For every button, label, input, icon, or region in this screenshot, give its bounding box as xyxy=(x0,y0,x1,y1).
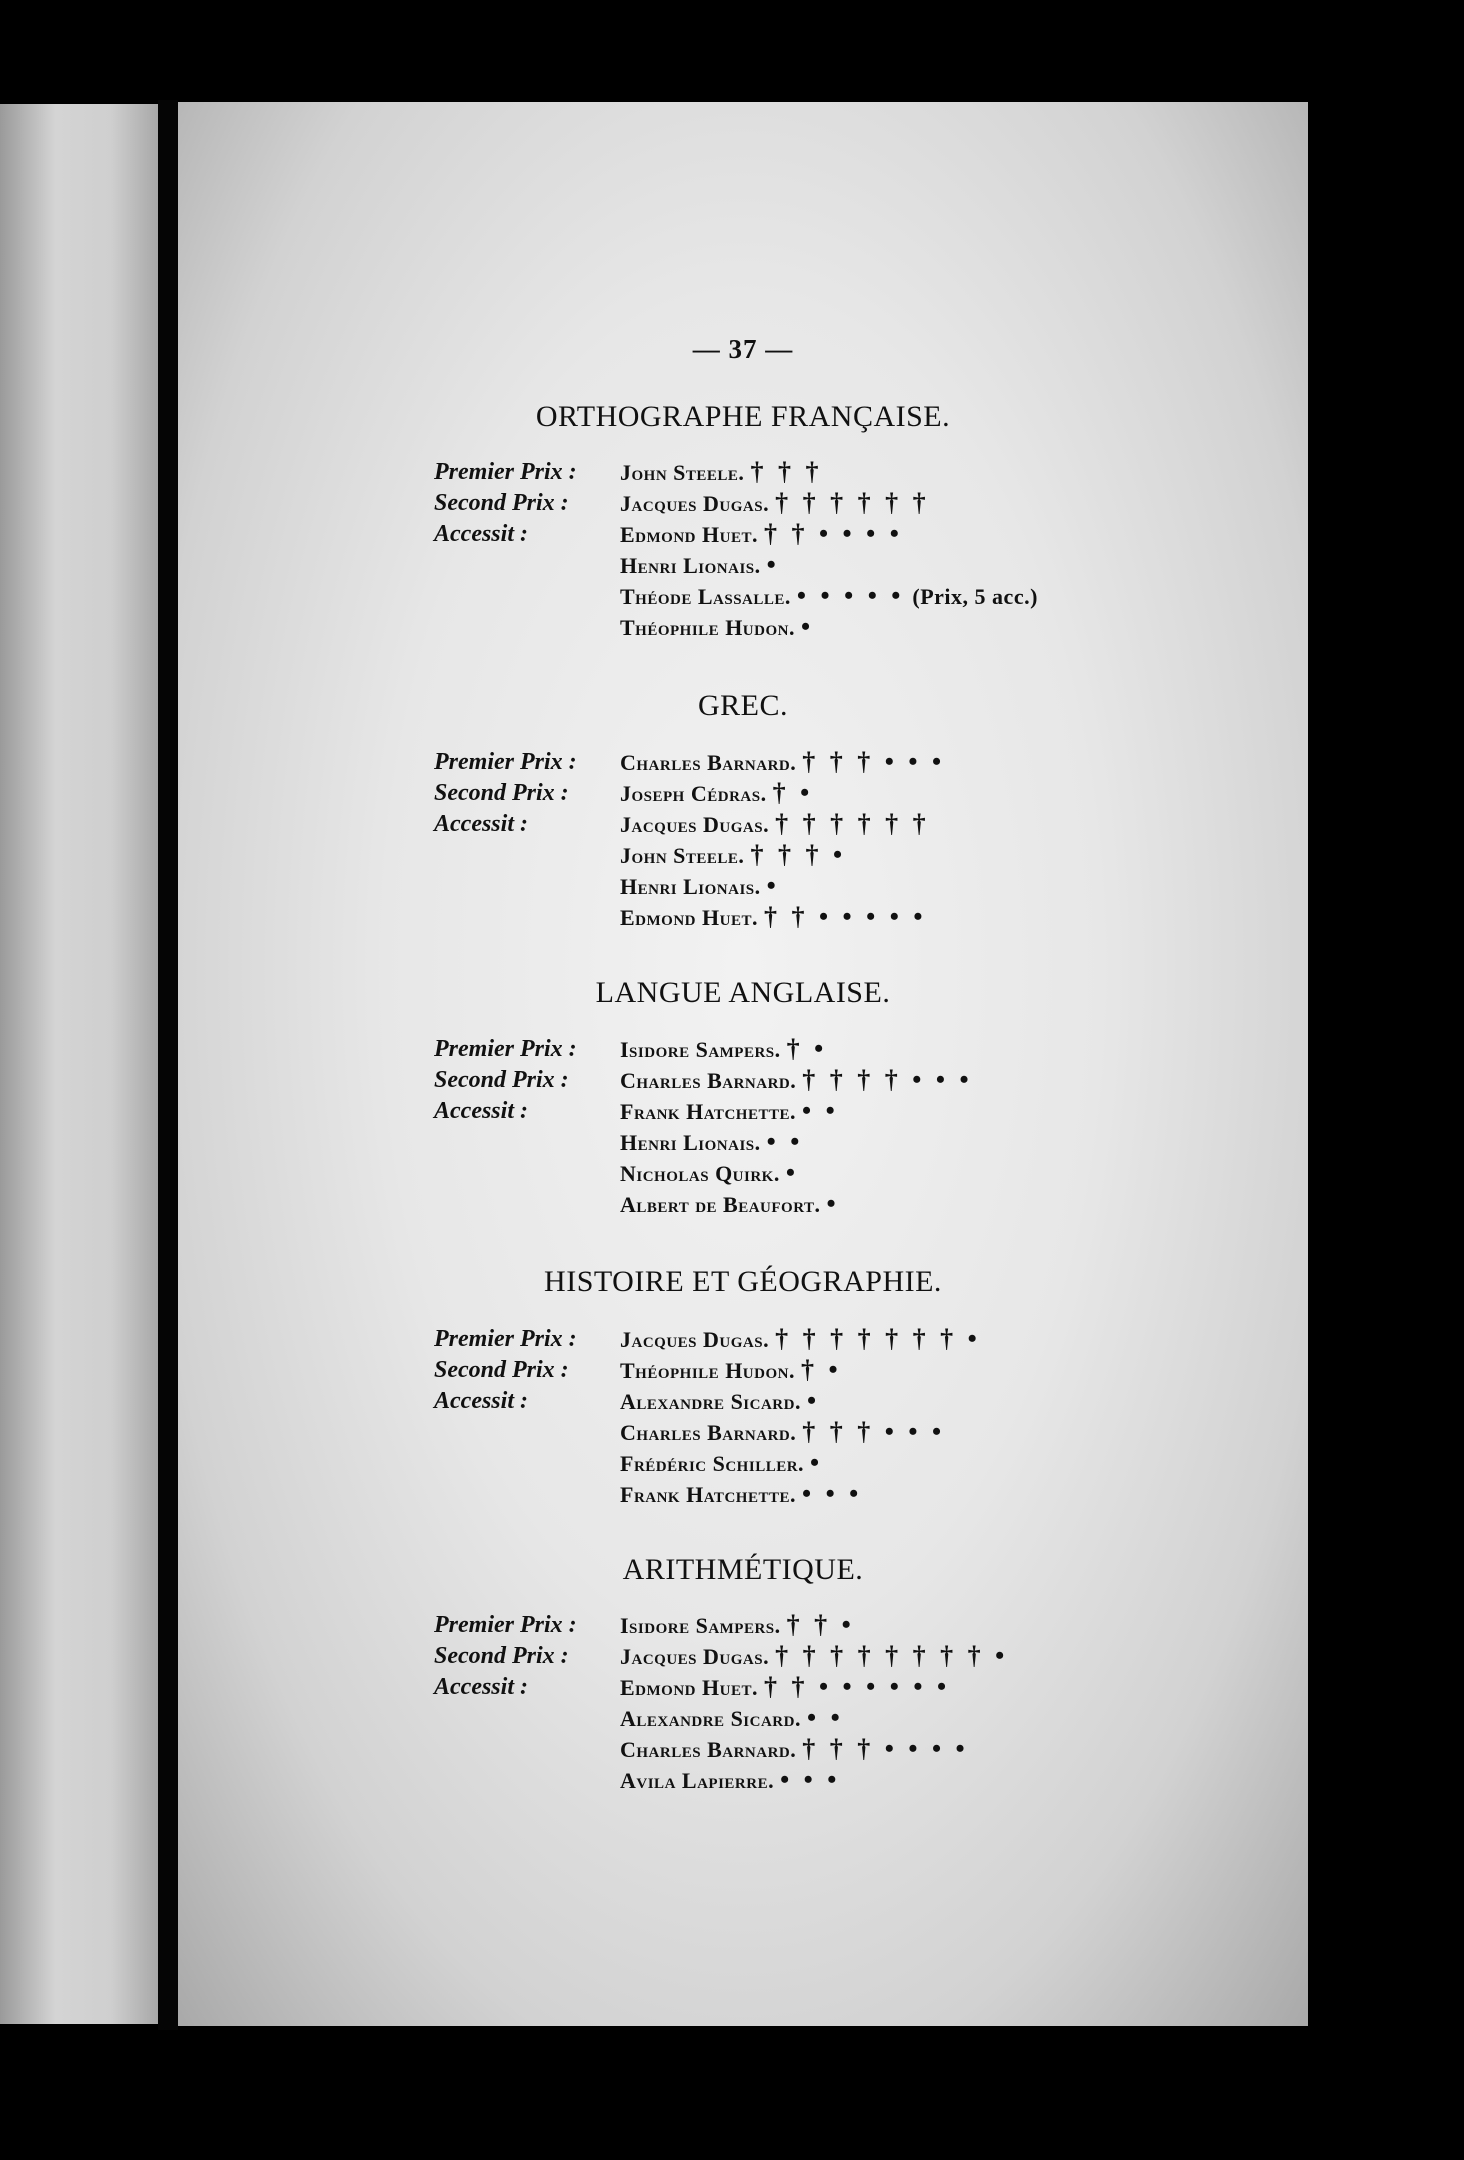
prize-row xyxy=(178,1448,1308,1478)
student-entry xyxy=(620,1734,977,1765)
book-gutter xyxy=(158,100,178,2030)
prize-label: Second Prix : xyxy=(434,780,569,806)
merit-marks: • • xyxy=(801,1096,839,1125)
merit-marks: • • xyxy=(766,1127,804,1156)
prize-row xyxy=(178,1034,1308,1064)
document-page xyxy=(178,102,1308,2026)
merit-marks: • xyxy=(826,1189,840,1218)
student-name: Frédéric Schiller. xyxy=(620,1451,805,1476)
entry-note: (Prix, 5 acc.) xyxy=(912,584,1038,609)
student-name: Nicholas Quirk. xyxy=(620,1161,780,1186)
prize-label: Accessit : xyxy=(434,1388,528,1414)
student-name: Avila Lapierre. xyxy=(620,1768,775,1793)
student-name: Charles Barnard. xyxy=(620,750,797,775)
student-entry xyxy=(620,612,822,643)
merit-marks: † • xyxy=(786,1034,828,1063)
merit-marks: † † † • • • • xyxy=(802,1734,969,1763)
student-entry xyxy=(620,1158,807,1189)
student-entry xyxy=(620,1703,852,1734)
prize-row xyxy=(178,809,1308,839)
student-entry xyxy=(620,778,821,809)
student-entry xyxy=(620,1189,848,1220)
merit-marks: • • • • • xyxy=(796,581,905,610)
student-name: Jacques Dugas. xyxy=(620,1327,770,1352)
section-title-arithmetique: ARITHMÉTIQUE. xyxy=(622,1553,864,1586)
student-entry xyxy=(620,1417,953,1448)
student-entry xyxy=(620,809,938,840)
prize-row xyxy=(178,581,1308,611)
prize-label: Premier Prix : xyxy=(434,1036,577,1062)
section-title-grec: GREC. xyxy=(697,689,788,722)
merit-marks: † † † † † † xyxy=(775,488,930,517)
prize-row xyxy=(178,1703,1308,1733)
prize-label: Premier Prix : xyxy=(434,459,577,485)
prize-row xyxy=(178,871,1308,901)
student-entry xyxy=(620,1324,989,1355)
prize-row xyxy=(178,550,1308,580)
prize-row xyxy=(178,902,1308,932)
prize-label: Accessit : xyxy=(434,1674,528,1700)
student-name: Charles Barnard. xyxy=(620,1737,797,1762)
prize-label: Second Prix : xyxy=(434,1357,569,1383)
prize-row xyxy=(178,1672,1308,1702)
prize-row xyxy=(178,1189,1308,1219)
student-entry xyxy=(620,1448,831,1479)
prize-label: Accessit : xyxy=(434,521,528,547)
prize-row xyxy=(178,1386,1308,1416)
prize-row xyxy=(178,1479,1308,1509)
student-name: Théode Lassalle. xyxy=(620,584,791,609)
student-entry xyxy=(620,1765,848,1796)
merit-marks: † † • • • • • xyxy=(763,902,927,931)
student-entry xyxy=(620,1479,870,1510)
prize-label: Premier Prix : xyxy=(434,749,577,775)
prize-row xyxy=(178,1324,1308,1354)
merit-marks: • xyxy=(800,612,815,641)
student-name: Théophile Hudon. xyxy=(620,1358,795,1383)
merit-marks: • xyxy=(766,871,780,900)
student-name: Jacques Dugas. xyxy=(620,812,770,837)
student-entry xyxy=(620,1610,863,1641)
student-name: Jacques Dugas. xyxy=(620,491,770,516)
student-name: Frank Hatchette. xyxy=(620,1482,796,1507)
student-entry xyxy=(620,840,854,871)
student-entry xyxy=(620,1096,847,1127)
student-entry xyxy=(620,747,953,778)
student-name: Joseph Cédras. xyxy=(620,781,767,806)
student-entry xyxy=(620,519,911,550)
merit-marks: • xyxy=(810,1448,824,1477)
student-entry xyxy=(620,1034,835,1065)
student-name: Albert de Beaufort. xyxy=(620,1192,821,1217)
student-entry xyxy=(620,1355,850,1386)
student-name: Isidore Sampers. xyxy=(620,1037,781,1062)
prize-row xyxy=(178,778,1308,808)
prize-row xyxy=(178,1065,1308,1095)
prize-label: Accessit : xyxy=(434,811,528,837)
prize-label: Second Prix : xyxy=(434,1067,569,1093)
student-entry xyxy=(620,550,788,581)
merit-marks: † † † • xyxy=(750,840,847,869)
prize-row xyxy=(178,457,1308,487)
merit-marks: † • xyxy=(772,778,814,807)
prize-row xyxy=(178,1096,1308,1126)
prize-row xyxy=(178,1158,1308,1188)
merit-marks: • • • xyxy=(801,1479,863,1508)
facing-page-edge xyxy=(0,104,158,2024)
student-name: Edmond Huet. xyxy=(620,522,758,547)
student-name: Edmond Huet. xyxy=(620,905,758,930)
merit-marks: † † • • • • xyxy=(763,519,903,548)
student-name: Charles Barnard. xyxy=(620,1068,797,1093)
student-name: Henri Lionais. xyxy=(620,874,761,899)
merit-marks: † † • xyxy=(786,1610,855,1639)
prize-label: Second Prix : xyxy=(434,490,569,516)
student-entry xyxy=(620,902,934,933)
section-title-histoire-geographie: HISTOIRE ET GÉOGRAPHIE. xyxy=(544,1265,942,1298)
merit-marks: • xyxy=(806,1386,821,1415)
prize-row xyxy=(178,488,1308,518)
student-name: Edmond Huet. xyxy=(620,1675,758,1700)
student-entry xyxy=(620,1641,1016,1672)
prize-row xyxy=(178,1641,1308,1671)
section-title-orthographe: ORTHOGRAPHE FRANÇAISE. xyxy=(535,400,951,433)
merit-marks: † † † † • • • xyxy=(802,1065,973,1094)
student-name: Henri Lionais. xyxy=(620,1130,761,1155)
student-entry xyxy=(620,581,1038,612)
prize-label: Accessit : xyxy=(434,1098,528,1124)
student-entry xyxy=(620,488,938,519)
student-name: Henri Lionais. xyxy=(620,553,761,578)
prize-row xyxy=(178,519,1308,549)
prize-row xyxy=(178,612,1308,642)
student-name: Isidore Sampers. xyxy=(620,1613,781,1638)
student-name: Jacques Dugas. xyxy=(620,1644,770,1669)
page-number: — 37 — xyxy=(692,334,794,364)
prize-row xyxy=(178,1610,1308,1640)
student-name: Frank Hatchette. xyxy=(620,1099,796,1124)
student-name: Alexandre Sicard. xyxy=(620,1706,801,1731)
student-entry xyxy=(620,871,788,902)
student-entry xyxy=(620,1672,958,1703)
merit-marks: • xyxy=(785,1158,799,1187)
merit-marks: † † † xyxy=(750,457,823,486)
merit-marks: • • • xyxy=(780,1765,841,1794)
merit-marks: • • xyxy=(806,1703,844,1732)
prize-row xyxy=(178,840,1308,870)
student-entry xyxy=(620,1127,811,1158)
student-entry xyxy=(620,457,830,488)
merit-marks: † † † † † † † † • xyxy=(775,1641,1009,1670)
merit-marks: † † † † † † † • xyxy=(775,1324,981,1353)
student-entry xyxy=(620,1386,828,1417)
merit-marks: † † • • • • • • xyxy=(763,1672,951,1701)
merit-marks: † † † † † † xyxy=(775,809,930,838)
student-name: John Steele. xyxy=(620,460,745,485)
prize-row xyxy=(178,1127,1308,1157)
student-name: Alexandre Sicard. xyxy=(620,1389,801,1414)
prize-row xyxy=(178,1765,1308,1795)
prize-label: Premier Prix : xyxy=(434,1326,577,1352)
prize-label: Premier Prix : xyxy=(434,1612,577,1638)
student-name: Charles Barnard. xyxy=(620,1420,797,1445)
prize-row xyxy=(178,1417,1308,1447)
prize-row xyxy=(178,1355,1308,1385)
merit-marks: † † † • • • xyxy=(802,747,946,776)
prize-row xyxy=(178,1734,1308,1764)
prize-row xyxy=(178,747,1308,777)
merit-marks: † • xyxy=(800,1355,842,1384)
prize-label: Second Prix : xyxy=(434,1643,569,1669)
student-entry xyxy=(620,1065,981,1096)
student-name: Théophile Hudon. xyxy=(620,615,795,640)
merit-marks: • xyxy=(766,550,780,579)
section-title-langue-anglaise: LANGUE ANGLAISE. xyxy=(595,976,891,1009)
merit-marks: † † † • • • xyxy=(802,1417,946,1446)
student-name: John Steele. xyxy=(620,843,745,868)
